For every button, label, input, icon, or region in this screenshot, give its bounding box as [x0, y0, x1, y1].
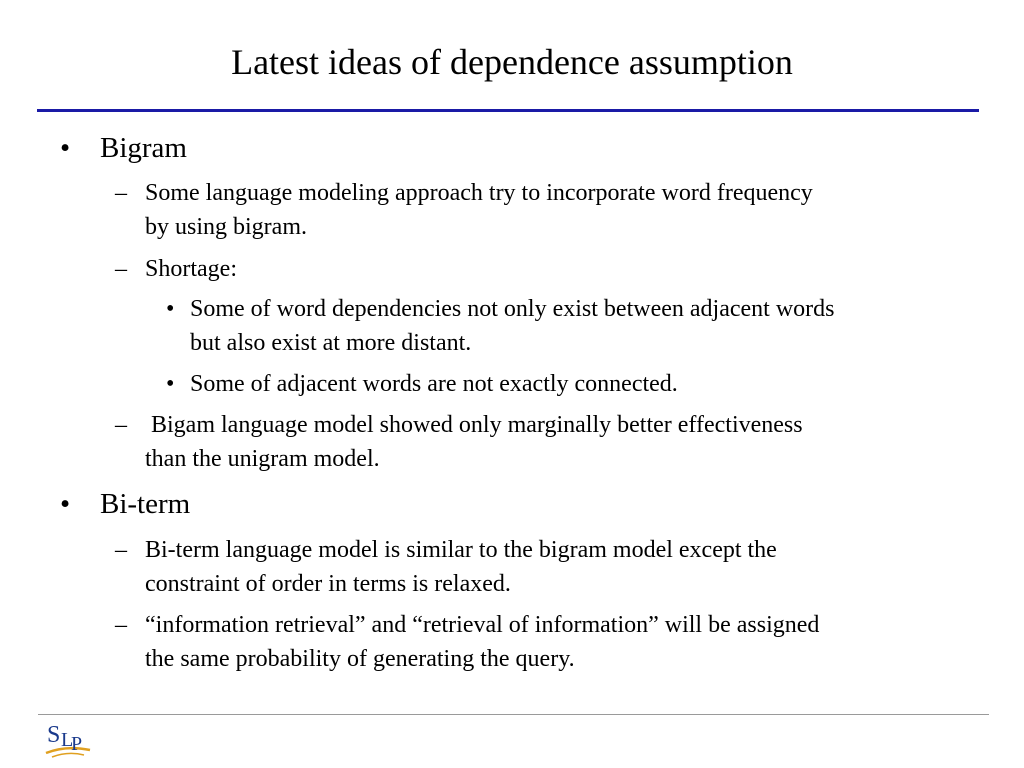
- bullet-marker: •: [60, 132, 71, 164]
- logo-s: S: [47, 722, 61, 748]
- bullet-marker: •: [166, 296, 175, 322]
- subbullet-text: than the unigram model.: [145, 446, 380, 472]
- subbullet-text: the same probability of generating the query.: [145, 646, 575, 672]
- subbullet-approach-cont: [145, 210, 307, 244]
- subbullet-text: constraint of order in terms is relaxed.: [145, 571, 511, 597]
- subbullet-shortage: [115, 252, 237, 286]
- dash-marker: –: [115, 412, 127, 438]
- logo-l: L: [61, 729, 74, 751]
- subbullet-text: Some language modeling approach try to incorporate word frequency: [145, 180, 813, 206]
- subbullet-effectiveness-cont: [145, 442, 380, 476]
- dash-marker: –: [115, 180, 127, 206]
- subsubbullet-distant: [166, 292, 835, 326]
- subsubbullet-distant-cont: [190, 326, 471, 360]
- bullet-label: Bigram: [100, 132, 187, 164]
- bullet-label: Bi-term: [100, 488, 191, 520]
- subbullet-text: Bi-term language model is similar to the bigram model except the: [145, 537, 777, 563]
- subbullet-text: by using bigram.: [145, 214, 307, 240]
- subbullet-example-cont: [145, 642, 575, 676]
- subsubbullet-text: Some of word dependencies not only exist between adjacent words: [190, 296, 835, 322]
- subbullet-similar: [115, 533, 777, 567]
- slp-logo: [44, 720, 94, 760]
- subbullet-example: [115, 608, 820, 642]
- bullet-marker: •: [60, 488, 71, 520]
- dash-marker: –: [115, 256, 127, 282]
- subbullet-text: Bigam language model showed only marginally better effectiveness: [145, 412, 803, 438]
- dash-marker: –: [115, 537, 127, 563]
- dash-marker: –: [115, 612, 127, 638]
- footer-divider: [38, 714, 989, 715]
- bullet-biterm: [60, 487, 191, 521]
- subbullet-effectiveness: [115, 408, 803, 442]
- subbullet-similar-cont: [145, 567, 511, 601]
- subsubbullet-text: Some of adjacent words are not exactly connected.: [190, 371, 678, 397]
- bullet-bigram: [60, 131, 187, 165]
- bullet-marker: •: [166, 371, 175, 397]
- subbullet-text: “information retrieval” and “retrieval of information” will be assigned: [145, 612, 820, 638]
- logo-p: P: [71, 733, 83, 755]
- subbullet-text: Shortage:: [145, 256, 237, 282]
- subsubbullet-not-connected: [166, 367, 678, 401]
- subbullet-approach: [115, 176, 813, 210]
- subsubbullet-text: but also exist at more distant.: [190, 330, 472, 356]
- slide-title: Latest ideas of dependence assumption: [231, 42, 793, 82]
